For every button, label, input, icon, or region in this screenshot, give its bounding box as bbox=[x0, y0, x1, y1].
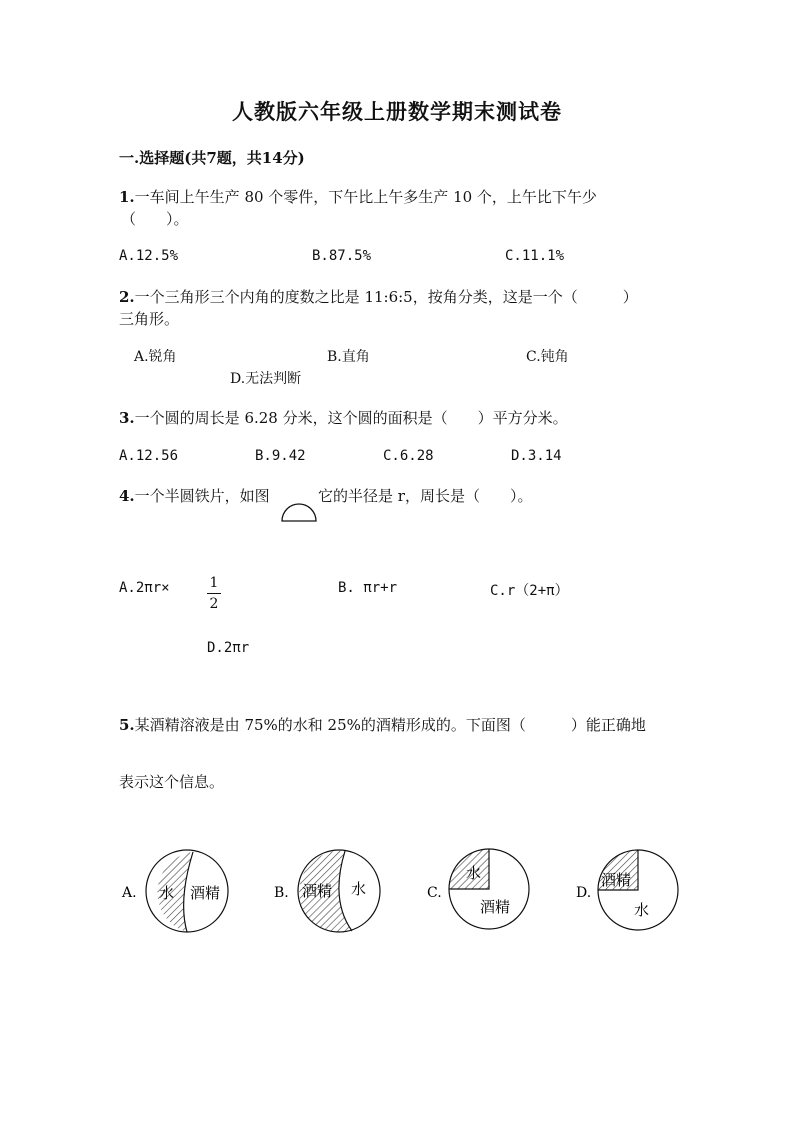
figure-a-shaded-label: 水 bbox=[159, 884, 175, 902]
question-1-option-c[interactable]: C.11.1% bbox=[505, 248, 565, 264]
question-4-number: 4. bbox=[119, 487, 135, 505]
page-title: 人教版六年级上册数学期末测试卷 bbox=[232, 99, 562, 124]
figure-b-shaded-label: 酒精 bbox=[302, 882, 333, 900]
question-3-text: 一个圆的周长是 6.28 分米，这个圆的面积是（ ）平方分米。 bbox=[134, 409, 568, 427]
question-2-option-c[interactable]: C.钝角 bbox=[526, 349, 569, 365]
question-4-option-c[interactable]: C.r（2+π） bbox=[490, 583, 569, 599]
figure-b-label: B. bbox=[274, 885, 289, 901]
figure-d[interactable] bbox=[576, 850, 678, 930]
pie-figures[interactable] bbox=[0, 830, 794, 950]
figure-d-label: D. bbox=[576, 885, 592, 901]
fraction-one-half bbox=[207, 574, 221, 613]
fraction-bar bbox=[207, 593, 221, 594]
question-3-number: 3. bbox=[119, 409, 135, 427]
figure-c-plain-label: 酒精 bbox=[480, 898, 511, 916]
question-1-option-b[interactable]: B.87.5% bbox=[312, 248, 372, 264]
figure-c[interactable] bbox=[427, 849, 529, 929]
question-3-line-1 bbox=[119, 407, 568, 428]
figure-b[interactable] bbox=[274, 850, 380, 933]
figure-d-plain-label: 水 bbox=[634, 901, 650, 919]
question-4-option-d[interactable]: D.2πr bbox=[207, 640, 250, 656]
fraction-numerator: 1 bbox=[209, 575, 219, 591]
question-3-option-a[interactable]: A.12.56 bbox=[119, 448, 179, 464]
question-1-line-1 bbox=[119, 186, 597, 207]
figure-a-label: A. bbox=[122, 885, 137, 901]
question-2-option-d[interactable]: D.无法判断 bbox=[230, 371, 302, 387]
question-4-line-1-a bbox=[119, 485, 270, 506]
figure-a-plain-label: 酒精 bbox=[190, 884, 221, 902]
question-2-line-1 bbox=[119, 286, 638, 307]
question-2-line-2: 三角形。 bbox=[119, 310, 180, 328]
section-heading: 一.选择题(共7题，共14分) bbox=[119, 149, 305, 167]
question-2-option-a[interactable]: A.锐角 bbox=[134, 349, 177, 365]
question-3-option-c[interactable]: C.6.28 bbox=[383, 448, 434, 464]
figure-b-plain-label: 水 bbox=[351, 880, 367, 898]
question-1-number: 1. bbox=[119, 188, 135, 206]
figure-c-shaded-label: 水 bbox=[466, 864, 482, 882]
question-5-text: 某酒精溶液是由 75%的水和 25%的酒精形成的。下面图（ ）能正确地 bbox=[134, 716, 646, 734]
question-4-option-a[interactable]: A.2πr× bbox=[119, 580, 170, 596]
question-5-line-2: 表示这个信息。 bbox=[119, 773, 225, 791]
question-2-number: 2. bbox=[119, 288, 135, 306]
figure-d-shaded-label: 酒精 bbox=[601, 871, 632, 889]
question-4-text-a: 一个半圆铁片，如图 bbox=[134, 487, 270, 505]
question-5-number: 5. bbox=[119, 716, 135, 734]
figure-c-label: C. bbox=[427, 885, 442, 901]
question-4-option-b[interactable]: B. πr+r bbox=[338, 580, 398, 596]
question-1-option-a[interactable]: A.12.5% bbox=[119, 248, 179, 264]
question-5-line-1 bbox=[119, 714, 646, 735]
question-2-text: 一个三角形三个内角的度数之比是 11:6:5，按角分类，这是一个（ ） bbox=[134, 288, 638, 306]
question-2-option-b[interactable]: B.直角 bbox=[327, 349, 370, 365]
question-1-line-2: （ ）。 bbox=[121, 210, 189, 228]
question-4-text-b: 它的半径是 r，周长是（ ）。 bbox=[318, 487, 533, 505]
question-1-text: 一车间上午生产 80 个零件，下午比上午多生产 10 个，上午比下午少 bbox=[134, 188, 597, 206]
question-3-option-b[interactable]: B.9.42 bbox=[255, 448, 306, 464]
fraction-denominator: 2 bbox=[209, 596, 219, 612]
question-3-option-d[interactable]: D.3.14 bbox=[511, 448, 562, 464]
figure-a[interactable] bbox=[121, 850, 228, 932]
semicircle-figure bbox=[280, 498, 320, 524]
